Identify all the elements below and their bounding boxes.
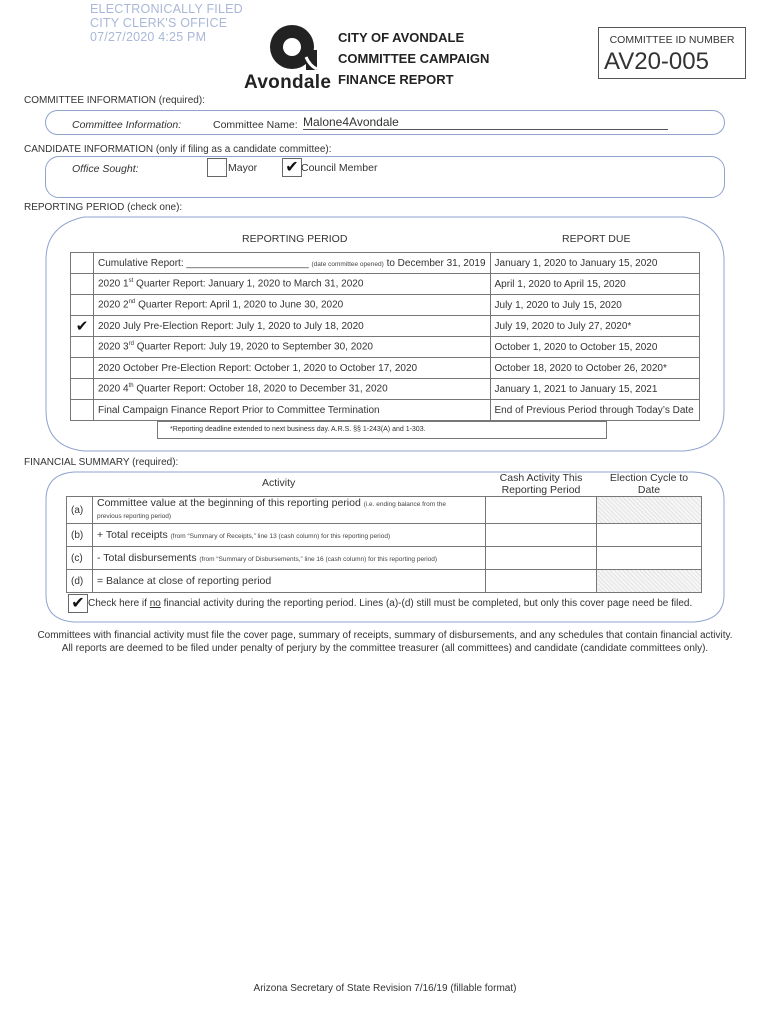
activity-text: + Total receipts	[97, 529, 168, 541]
report-due-col-header: REPORT DUE	[562, 233, 631, 245]
note-line-1: Committees with financial activity must file the cover page, summary of receipts, summary of disbursements, and any schedules that contain financial activity.	[37, 630, 733, 641]
cash-value-field[interactable]	[486, 497, 597, 524]
table-row	[71, 253, 700, 274]
committee-name-field[interactable]: Malone4Avondale	[303, 115, 668, 130]
report-title	[338, 27, 489, 90]
row-letter: (d)	[67, 570, 93, 593]
period-cell: 2020 July Pre-Election Report: July 1, 2020 to July 18, 2020	[94, 316, 491, 337]
q2-sup: nd	[128, 299, 136, 306]
table-row	[67, 497, 702, 524]
cash-activity-col-header	[486, 472, 596, 496]
q3-b: Quarter Report: July 19, 2020 to September 30, 2020	[136, 341, 373, 353]
table-row	[67, 547, 702, 570]
title-line-1: CITY OF AVONDALE	[338, 30, 465, 45]
committee-info-title: Committee Information:	[72, 119, 182, 131]
activity-col-header: Activity	[262, 477, 296, 489]
reporting-footnote: *Reporting deadline extended to next business day. A.R.S. §§ 1-243(A) and 1-303.	[170, 426, 426, 433]
cycle-header-line-1: Election Cycle to	[609, 472, 689, 484]
period-checkbox[interactable]	[71, 337, 94, 358]
due-cell: July 1, 2020 to July 15, 2020	[490, 295, 699, 316]
check-mark-icon: ✔	[71, 595, 85, 612]
financial-summary-heading: FINANCIAL SUMMARY (required):	[24, 457, 179, 468]
table-row	[67, 524, 702, 547]
candidate-info-heading: CANDIDATE INFORMATION (only if filing as a candidate committee):	[24, 144, 332, 155]
council-member-checkbox[interactable]	[282, 158, 302, 177]
cycle-value-field	[597, 570, 702, 593]
cash-value-field[interactable]	[486, 570, 597, 593]
reporting-period-table	[70, 252, 700, 421]
cumulative-note: (date committee opened)	[311, 260, 384, 268]
activity-note: (from “Summary of Receipts,” line 13 (cash column) for this reporting period)	[170, 533, 391, 540]
footnote-box	[157, 421, 607, 439]
avondale-wordmark: Avondale	[244, 72, 332, 93]
cumulative-date-field[interactable]: ______________________	[186, 257, 309, 269]
activity-text: - Total disbursements	[97, 552, 197, 564]
q1-a: 2020 1	[98, 278, 129, 290]
q1-sup: st	[128, 278, 134, 285]
stamp-line-3: 07/27/2020 4:25 PM	[90, 30, 207, 44]
q2-b: Quarter Report: April 1, 2020 to June 30, 2020	[138, 299, 344, 311]
cash-header-line-1: Cash Activity This	[499, 472, 583, 484]
committee-id-field[interactable]: AV20-005	[604, 48, 709, 75]
mayor-label: Mayor	[228, 162, 258, 174]
table-row	[71, 358, 700, 379]
activity-note: (i.e. ending balance from the	[363, 501, 446, 508]
cash-value-field[interactable]	[486, 524, 597, 547]
cycle-value-field[interactable]	[597, 547, 702, 570]
mayor-checkbox[interactable]	[207, 158, 227, 177]
activity-cell	[93, 524, 486, 547]
election-cycle-col-header	[596, 472, 702, 496]
row-letter: (a)	[67, 497, 93, 524]
activity-text: = Balance at close of reporting period	[97, 575, 272, 587]
committee-id-label: COMMITTEE ID NUMBER	[609, 34, 735, 46]
table-row	[71, 379, 700, 400]
period-cell: Final Campaign Finance Report Prior to Committee Termination	[94, 400, 491, 421]
title-line-3: FINANCE REPORT	[338, 72, 454, 87]
note-line-2: All reports are deemed to be filed under penalty of perjury by the committee treasurer (all committees) and candidate (candidate committees only).	[61, 643, 709, 654]
table-row	[67, 570, 702, 593]
committee-name-label: Committee Name:	[213, 119, 298, 131]
table-row	[71, 337, 700, 358]
office-sought-title: Office Sought:	[72, 163, 139, 175]
activity-note-2: previous reporting period)	[97, 513, 172, 520]
reporting-period-heading: REPORTING PERIOD (check one):	[24, 202, 183, 213]
cash-header-line-2: Reporting Period	[501, 484, 581, 496]
candidate-info-box	[45, 156, 725, 198]
row-letter: (b)	[67, 524, 93, 547]
period-checkbox[interactable]	[71, 379, 94, 400]
no-activity-post: financial activity during the reporting period. Lines (a)-(d) still must be completed, but only this cover page need be filed.	[160, 598, 693, 609]
q3-a: 2020 3	[98, 341, 129, 353]
due-cell: July 19, 2020 to July 27, 2020*	[490, 316, 699, 337]
period-checkbox[interactable]	[71, 274, 94, 295]
period-cell	[94, 274, 491, 295]
table-row	[71, 274, 700, 295]
q4-sup: th	[128, 383, 134, 390]
cash-value-field[interactable]	[486, 547, 597, 570]
check-mark-icon: ✔	[285, 159, 299, 176]
table-row	[71, 316, 700, 337]
committee-id-box	[598, 27, 746, 79]
cycle-header-line-2: Date	[637, 484, 661, 496]
cumulative-label: Cumulative Report:	[98, 257, 184, 269]
filing-stamp	[90, 2, 243, 44]
table-row	[71, 400, 700, 421]
cumulative-suffix: to December 31, 2019	[386, 257, 486, 269]
due-cell: October 1, 2020 to October 15, 2020	[490, 337, 699, 358]
cycle-value-field	[597, 497, 702, 524]
revision-footer: Arizona Secretary of State Revision 7/16/19 (fillable format)	[253, 983, 517, 994]
due-cell: January 1, 2021 to January 15, 2021	[490, 379, 699, 400]
q3-sup: rd	[128, 341, 134, 348]
table-row	[71, 295, 700, 316]
period-checkbox[interactable]	[71, 358, 94, 379]
financial-summary-table	[66, 496, 702, 593]
due-cell: October 18, 2020 to October 26, 2020*	[490, 358, 699, 379]
period-checkbox[interactable]	[71, 316, 94, 337]
q4-b: Quarter Report: October 18, 2020 to December 31, 2020	[136, 383, 388, 395]
period-cell	[94, 379, 491, 400]
stamp-line-1: ELECTRONICALLY FILED	[90, 2, 243, 16]
stamp-line-2: CITY CLERK'S OFFICE	[90, 16, 228, 30]
title-line-2: COMMITTEE CAMPAIGN	[338, 51, 490, 66]
due-cell: End of Previous Period through Today’s Date	[490, 400, 699, 421]
activity-cell	[93, 570, 486, 593]
reporting-period-col-header: REPORTING PERIOD	[242, 233, 348, 245]
period-cell	[94, 337, 491, 358]
council-member-label: Council Member	[301, 162, 378, 174]
check-mark-icon: ✔	[75, 318, 89, 335]
period-cell	[94, 295, 491, 316]
no-activity-no: no	[149, 598, 161, 609]
q4-a: 2020 4	[98, 383, 129, 395]
period-cell	[94, 253, 491, 274]
avondale-logo-icon	[266, 22, 322, 72]
filing-notes	[0, 629, 770, 655]
no-activity-label	[88, 598, 692, 609]
period-checkbox[interactable]	[71, 253, 94, 274]
activity-cell	[93, 547, 486, 570]
no-activity-checkbox[interactable]	[68, 594, 88, 613]
row-letter: (c)	[67, 547, 93, 570]
no-activity-pre: Check here if	[88, 598, 150, 609]
period-checkbox[interactable]	[71, 295, 94, 316]
period-checkbox[interactable]	[71, 400, 94, 421]
committee-info-heading: COMMITTEE INFORMATION (required):	[24, 95, 205, 106]
due-cell: January 1, 2020 to January 15, 2020	[490, 253, 699, 274]
period-cell: 2020 October Pre-Election Report: October 1, 2020 to October 17, 2020	[94, 358, 491, 379]
cycle-value-field[interactable]	[597, 524, 702, 547]
q2-a: 2020 2	[98, 299, 129, 311]
activity-note: (from “Summary of Disbursements,” line 16 (cash column) for this reporting period)	[199, 556, 438, 563]
q1-b: Quarter Report: January 1, 2020 to March 31, 2020	[136, 278, 364, 290]
due-cell: April 1, 2020 to April 15, 2020	[490, 274, 699, 295]
activity-text: Committee value at the beginning of this reporting period	[97, 497, 361, 509]
activity-cell	[93, 497, 486, 524]
